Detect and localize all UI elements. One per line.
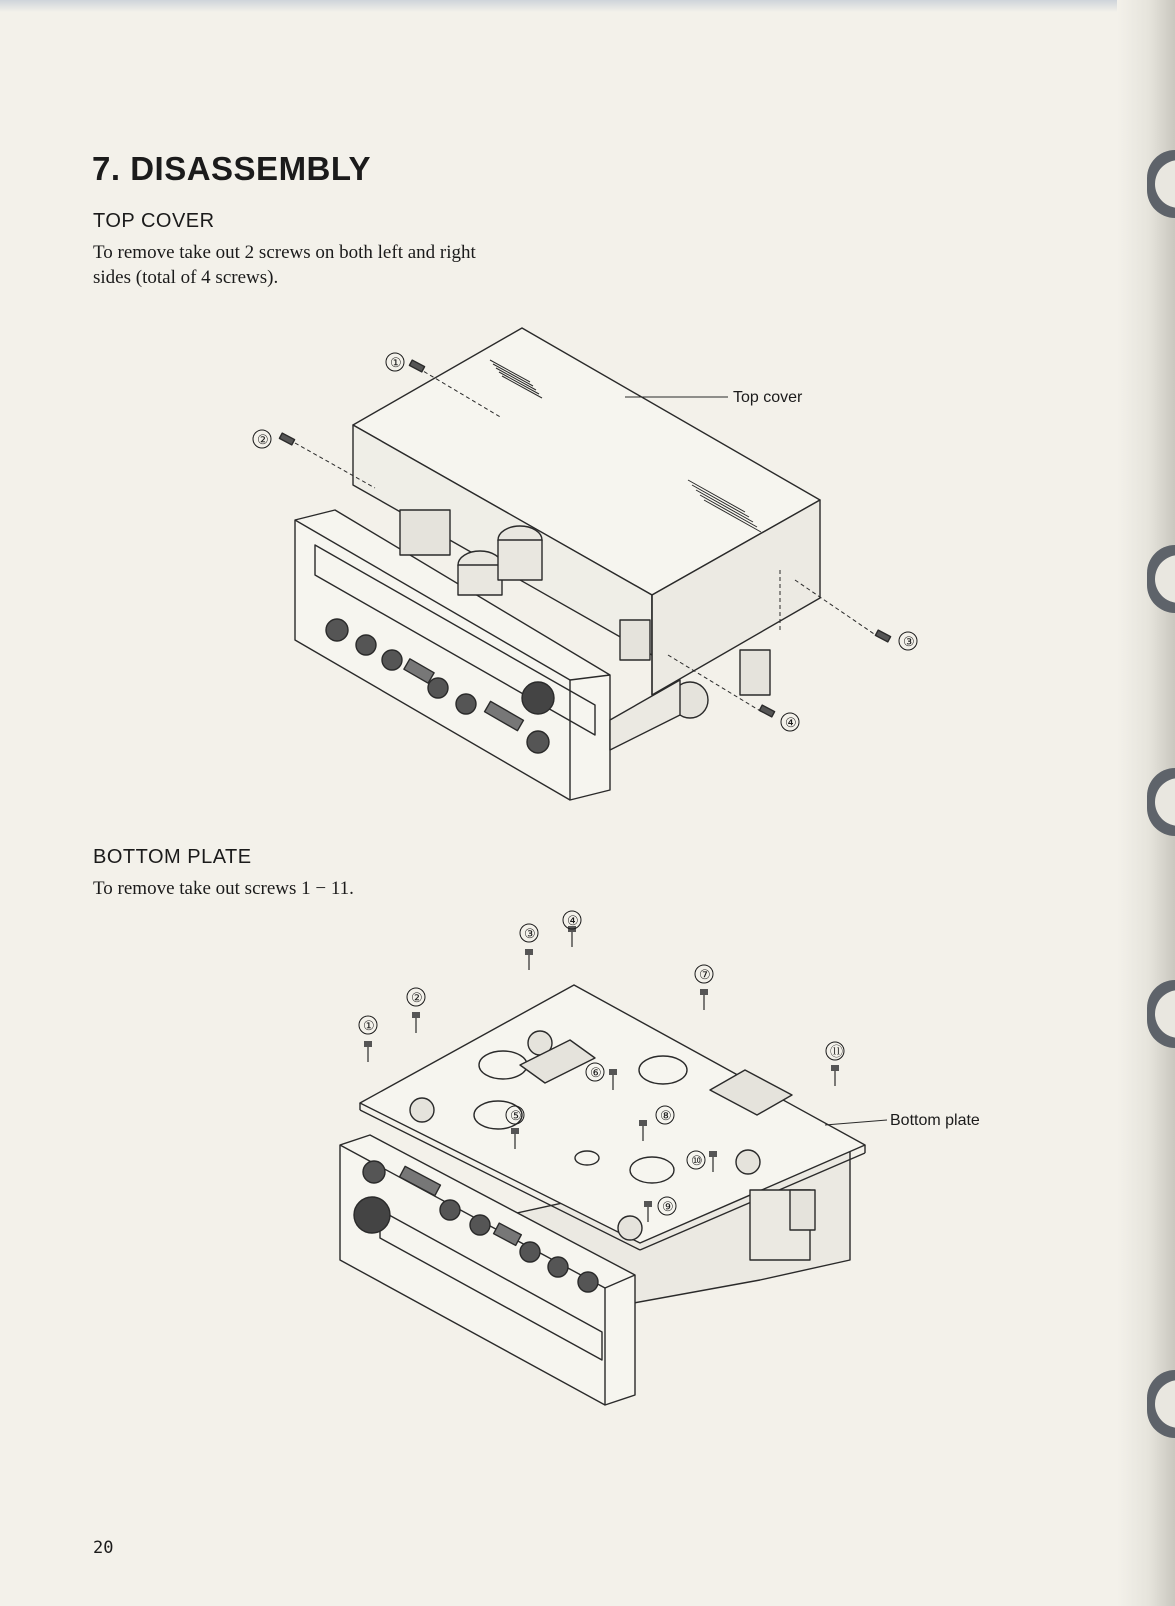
top-cover-instruction-line1: To remove take out 2 screws on both left and right [93,242,476,263]
bottom-screw-10-label: ⑩ [691,1153,703,1168]
top-screw-2-label: ② [257,432,269,447]
section-title: 7. DISASSEMBLY [92,150,372,187]
top-cover-instruction-line2: sides (total of 4 screws). [93,267,279,288]
bottom-plate-heading: BOTTOM PLATE [93,846,252,868]
bottom-screw-2-label: ② [411,990,423,1005]
bottom-screw-6-label: ⑥ [590,1065,602,1080]
paper-top-shadow [0,0,1175,12]
top-screw-1-label: ① [390,355,402,370]
bottom-plate-callout-label: Bottom plate [890,1112,980,1129]
bottom-screw-5-label: ⑤ [510,1108,522,1123]
bottom-plate-diagram [330,910,1050,1430]
bottom-screw-9-label: ⑨ [662,1199,674,1214]
bottom-screw-8-label: ⑧ [660,1108,672,1123]
bottom-screw-11-label: ⑪ [830,1044,844,1059]
top-cover-instruction [93,240,593,290]
top-cover-callout-label: Top cover [733,389,803,406]
bottom-screw-7-label: ⑦ [699,967,711,982]
top-cover-diagram [240,320,960,820]
bottom-screw-4-label: ④ [567,913,579,928]
bottom-plate-instruction: To remove take out screws 1 − 11. [93,878,354,899]
top-screw-3-label: ③ [903,634,915,649]
top-cover-heading: TOP COVER [93,210,215,232]
bottom-screw-1-label: ① [363,1018,375,1033]
top-screw-4-label: ④ [785,715,797,730]
bottom-screw-3-label: ③ [524,926,536,941]
page-number: 20 [93,1538,114,1558]
